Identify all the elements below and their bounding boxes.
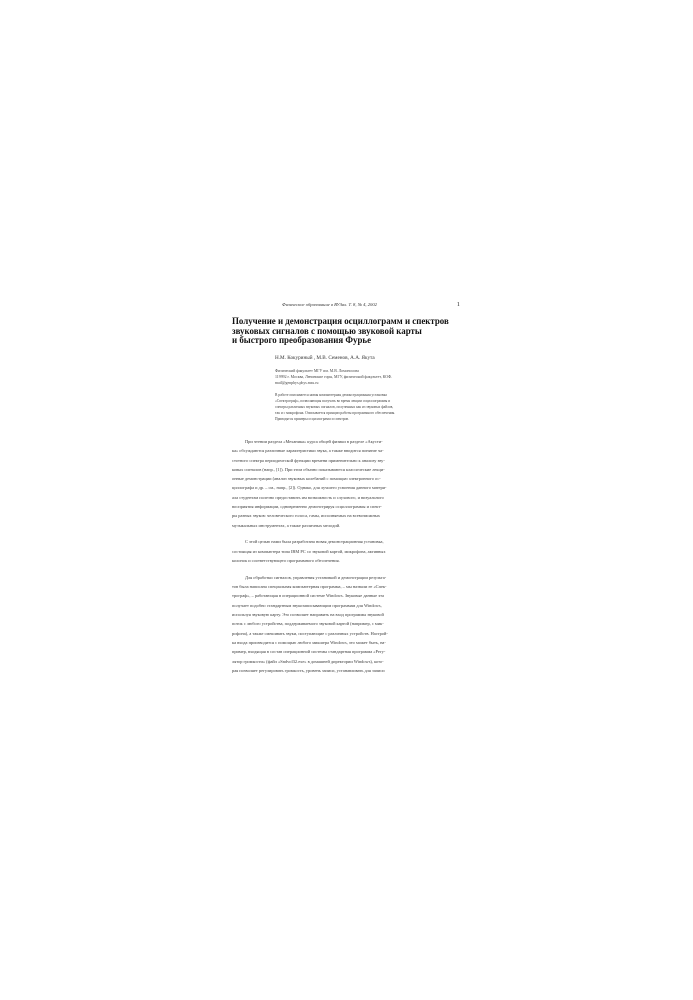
abstract-line: В работе описывается новая компьютерная демонстрационная установка	[275, 393, 387, 397]
article-title	[232, 317, 467, 346]
body-line: ковых сигналов (напр., [1]). При этом обычно показываются классические лекци-	[232, 466, 385, 472]
body-line: музыкальных инструментах, а также различных мелодий.	[232, 522, 341, 528]
abstract-line: Приводятся примеры осциллограмм и спектров.	[275, 416, 350, 421]
body-line: циллографа и др. – см., напр., [2]). Однако, для лучшего усвоения данного матери-	[232, 485, 387, 491]
body-paragraph	[232, 537, 457, 565]
title-line: и быстрого преобразования Фурье	[232, 335, 372, 346]
body-line: поток с любого устройства, поддерживаемого звуковой картой (например, с мик-	[232, 621, 384, 627]
body-line: С этой целью нами была разработана новая демонстрационная установка,	[245, 539, 384, 545]
author-list: Н.М. Кокуриный , М.В. Семенов, А.А. Якута	[275, 355, 375, 361]
body-line: восприятия информации, одновременно демонстрируя осциллограммы и спект-	[232, 504, 382, 510]
abstract-line: так и с микрофона. Описывается принцип работы программного обеспечения.	[275, 410, 396, 415]
running-header	[232, 302, 460, 314]
body-line: ка входа производится с помощью любого микшера Windows, это может быть, на-	[232, 639, 386, 645]
body-line: состоящая из компьютера типа IBM PC со звуковой картой, микрофона, активных	[232, 548, 386, 554]
affiliation-line: Физический факультет МГУ им. М.В. Ломоносова	[275, 369, 359, 373]
body-line: колонок и соответствующего программного обеспечения.	[232, 558, 340, 564]
body-paragraph	[232, 573, 457, 675]
body-line: получает подобно стандартным звукозаписывающим программам для Windows,	[232, 602, 382, 608]
affiliation	[275, 368, 392, 386]
abstract-line: «Спектрограф», позволяющая получать во время лекции осциллограммы и	[275, 398, 391, 403]
body-line: используя звуковую карту. Это позволяет направить на вход программы звуковой	[232, 612, 384, 618]
body-line: стотного спектра периодической функции времени применительно к анализу зву-	[232, 457, 385, 463]
title-line: звуковых сигналов с помощью звуковой карты	[232, 325, 422, 336]
body-line: При чтении раздела «Механика» курса общей физики в разделе «Акусти-	[245, 439, 383, 444]
body-line: тов была написана специальная компьютерная программа, – мы назвали ее «Спек-	[232, 584, 387, 590]
body-line: трограф», – работающая в операционной системе Windows. Звуковые данные эта	[232, 593, 385, 599]
body-line: ала студентам полезно предоставить им возможность и слухового, и визуального	[232, 494, 384, 500]
title-line: Получение и демонстрация осциллограмм и спектров	[232, 316, 449, 326]
body-line: рая позволяет регулировать громкость, уровень записи, устанавливать для записи	[232, 667, 385, 673]
abstract	[275, 393, 395, 423]
body-line: рофона), а также смешивать звуки, поступающие с различных устройств. Настрой-	[232, 630, 388, 636]
body-line: пример, входящая в состав операционной системы стандартная программа «Регу-	[232, 649, 386, 655]
journal-citation: Физическое образование в ВУЗах. Т. 8, № 4, 2002	[282, 302, 377, 307]
body-line: Для обработки сигналов, управления установкой и демонстрации результа-	[245, 574, 387, 580]
body-line: онные демонстрации (анализ звуковых колебаний с помощью электронного ос-	[232, 476, 381, 482]
page-number: 1	[456, 301, 460, 308]
affiliation-line: 119992 г. Москва, Ленинские горы, МГУ, физический факультет, КОФ.	[275, 375, 393, 379]
article-body	[232, 437, 457, 675]
body-line: ка» обсуждаются различные характеристики звука, а также вводится понятие ча-	[232, 448, 384, 454]
abstract-line: спектры различных звуковых сигналов, полученных как из звуковых файлов,	[275, 404, 394, 409]
body-paragraph	[232, 437, 457, 530]
affiliation-email: mail@genphys.phys.msu.ru	[275, 381, 319, 385]
body-line: ры разных звуков: человеческого голоса, гамы, исполняемых на всевозможных	[232, 513, 380, 519]
body-line: лятор громкости» (файл «Sndvol32.exe» в домашней директории Windows), кото-	[232, 658, 384, 664]
